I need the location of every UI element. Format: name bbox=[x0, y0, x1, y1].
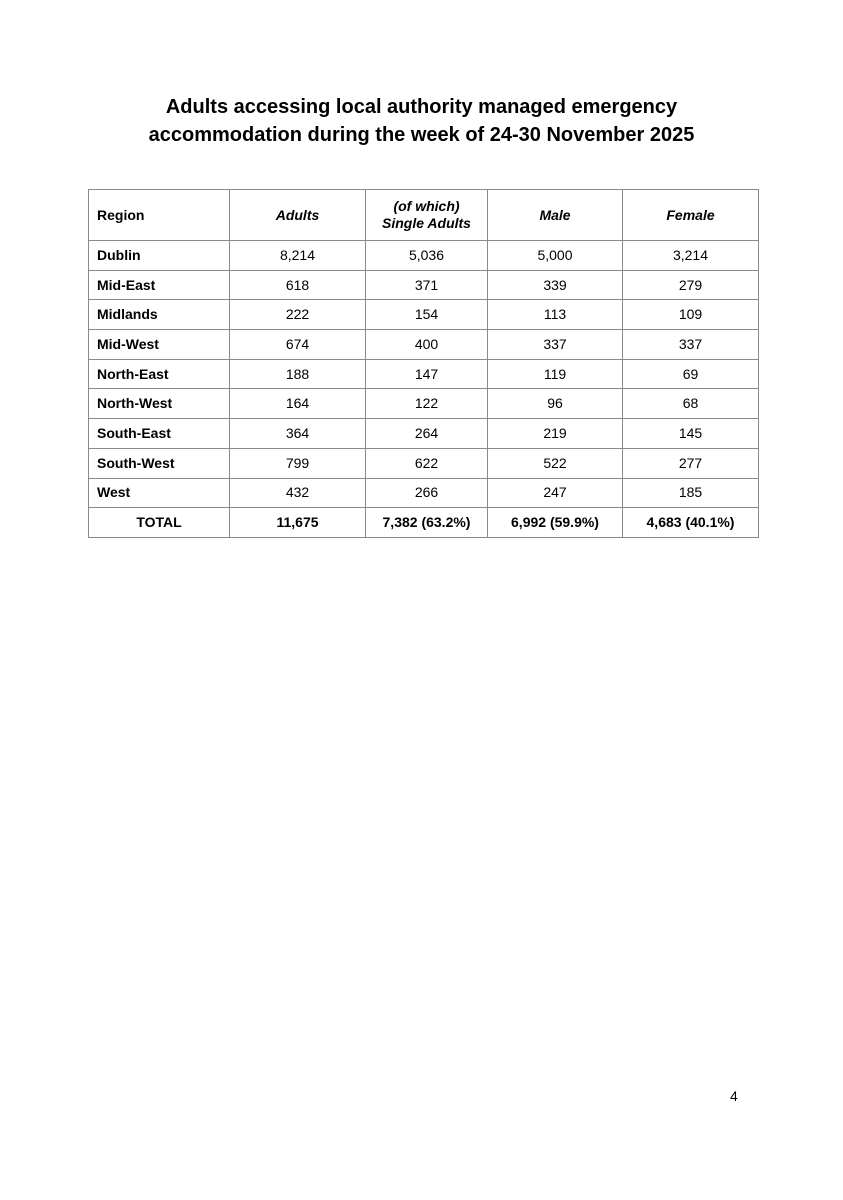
adults-cell: 799 bbox=[230, 448, 366, 478]
header-female: Female bbox=[623, 190, 759, 241]
header-region: Region bbox=[89, 190, 230, 241]
adults-cell: 222 bbox=[230, 300, 366, 330]
table-row bbox=[89, 448, 759, 478]
table-row bbox=[89, 330, 759, 360]
total-label-cell: TOTAL bbox=[89, 508, 230, 538]
table-row bbox=[89, 270, 759, 300]
adults-cell: 188 bbox=[230, 359, 366, 389]
male-cell: 247 bbox=[488, 478, 623, 508]
male-cell: 5,000 bbox=[488, 241, 623, 271]
total-row bbox=[89, 508, 759, 538]
adults-cell: 8,214 bbox=[230, 241, 366, 271]
female-cell: 69 bbox=[623, 359, 759, 389]
female-cell: 185 bbox=[623, 478, 759, 508]
region-cell: North-East bbox=[89, 359, 230, 389]
adults-cell: 618 bbox=[230, 270, 366, 300]
male-cell: 219 bbox=[488, 419, 623, 449]
female-cell: 145 bbox=[623, 419, 759, 449]
emergency-accommodation-table bbox=[88, 189, 759, 538]
table-row bbox=[89, 478, 759, 508]
total-single-adults-cell: 7,382 (63.2%) bbox=[366, 508, 488, 538]
region-cell: Mid-East bbox=[89, 270, 230, 300]
male-cell: 337 bbox=[488, 330, 623, 360]
table-row bbox=[89, 300, 759, 330]
page-title-line-2: accommodation during the week of 24-30 November 2025 bbox=[148, 124, 695, 147]
table-header-row bbox=[89, 190, 759, 241]
male-cell: 119 bbox=[488, 359, 623, 389]
female-cell: 109 bbox=[623, 300, 759, 330]
region-cell: North-West bbox=[89, 389, 230, 419]
single-adults-cell: 147 bbox=[366, 359, 488, 389]
header-single-adults bbox=[366, 190, 488, 241]
male-cell: 339 bbox=[488, 270, 623, 300]
single-adults-cell: 122 bbox=[366, 389, 488, 419]
header-single-adults-line-1: (of which) bbox=[393, 198, 460, 214]
header-adults: Adults bbox=[230, 190, 366, 241]
male-cell: 96 bbox=[488, 389, 623, 419]
region-cell: South-East bbox=[89, 419, 230, 449]
single-adults-cell: 266 bbox=[366, 478, 488, 508]
adults-cell: 364 bbox=[230, 419, 366, 449]
table-row bbox=[89, 389, 759, 419]
single-adults-cell: 154 bbox=[366, 300, 488, 330]
adults-cell: 164 bbox=[230, 389, 366, 419]
single-adults-cell: 264 bbox=[366, 419, 488, 449]
single-adults-cell: 371 bbox=[366, 270, 488, 300]
header-single-adults-line-2: Single Adults bbox=[382, 215, 471, 231]
female-cell: 3,214 bbox=[623, 241, 759, 271]
header-male: Male bbox=[488, 190, 623, 241]
table-row bbox=[89, 359, 759, 389]
male-cell: 113 bbox=[488, 300, 623, 330]
region-cell: Mid-West bbox=[89, 330, 230, 360]
single-adults-cell: 5,036 bbox=[366, 241, 488, 271]
region-cell: Midlands bbox=[89, 300, 230, 330]
male-cell: 522 bbox=[488, 448, 623, 478]
table-row bbox=[89, 419, 759, 449]
region-cell: Dublin bbox=[89, 241, 230, 271]
total-male-cell: 6,992 (59.9%) bbox=[488, 508, 623, 538]
page-title-line-1: Adults accessing local authority managed emergency bbox=[165, 96, 678, 119]
adults-cell: 674 bbox=[230, 330, 366, 360]
page-number: 4 bbox=[730, 1088, 738, 1104]
female-cell: 337 bbox=[623, 330, 759, 360]
single-adults-cell: 400 bbox=[366, 330, 488, 360]
single-adults-cell: 622 bbox=[366, 448, 488, 478]
female-cell: 277 bbox=[623, 448, 759, 478]
table-row bbox=[89, 241, 759, 271]
female-cell: 279 bbox=[623, 270, 759, 300]
total-adults-cell: 11,675 bbox=[230, 508, 366, 538]
region-cell: South-West bbox=[89, 448, 230, 478]
female-cell: 68 bbox=[623, 389, 759, 419]
page-title bbox=[0, 93, 843, 149]
total-female-cell: 4,683 (40.1%) bbox=[623, 508, 759, 538]
region-cell: West bbox=[89, 478, 230, 508]
adults-cell: 432 bbox=[230, 478, 366, 508]
